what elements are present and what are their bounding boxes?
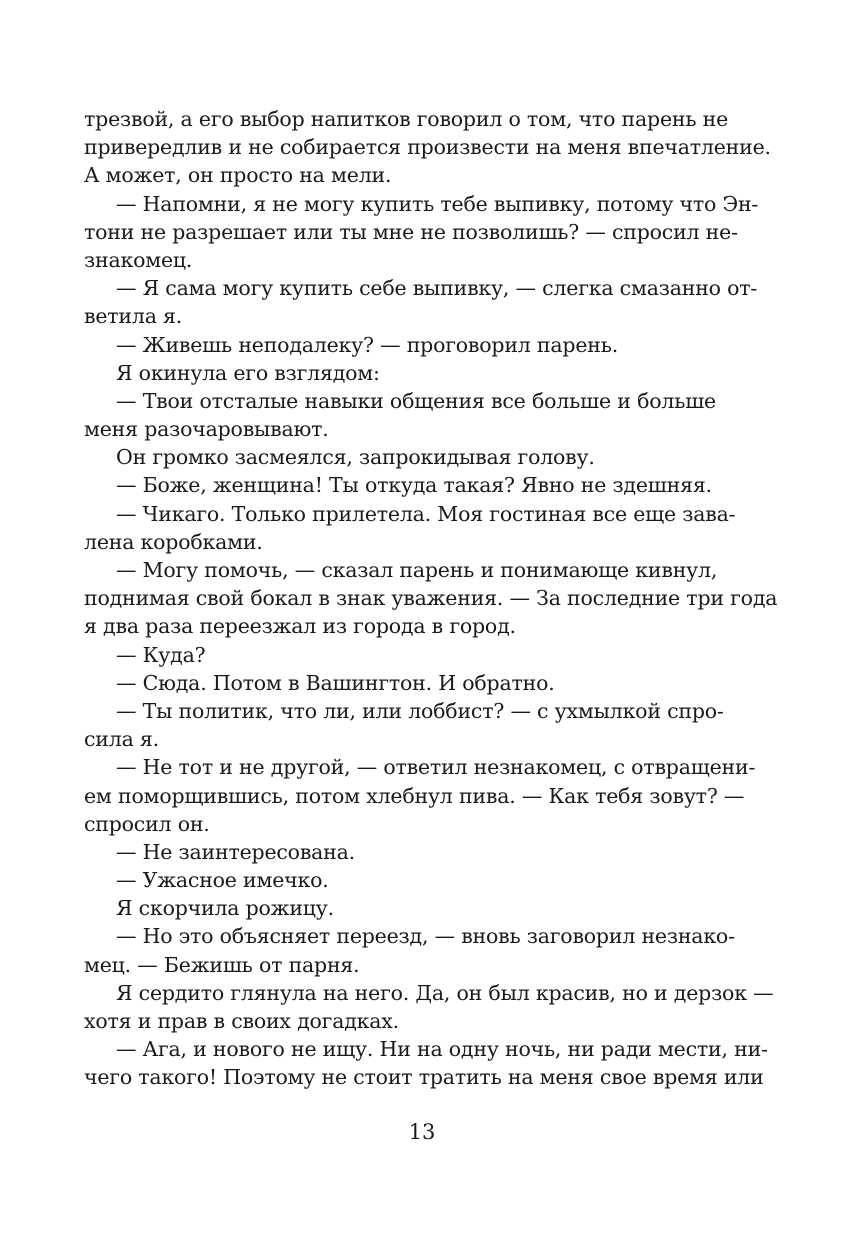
text-line: — Я сама могу купить себе выпивку, — слегка смазанно от-: [116, 276, 758, 301]
text-line: — Ужасное имечко.: [116, 868, 329, 893]
text-line: — Ты политик, что ли, или лоббист? — с ухмылкой спро-: [116, 698, 724, 723]
text-line: спросил он.: [84, 811, 210, 836]
text-line: — Не тот и не другой, — ответил незнакомец, с отвращени-: [116, 755, 756, 780]
text-line: Он громко засмеялся, запрокидывая голову.: [116, 445, 595, 470]
text-line: знакомец.: [84, 247, 193, 272]
text-line: мец. — Бежишь от парня.: [84, 952, 360, 977]
text-line: Я окинула его взглядом:: [116, 360, 380, 385]
text-line: Я сердито глянула на него. Да, он был красив, но и дерзок —: [116, 980, 774, 1005]
text-line: — Твои отсталые навыки общения все больше и больше: [116, 388, 716, 413]
text-line: чего такого! Поэтому не стоит тратить на меня свое время или: [84, 1065, 764, 1090]
text-line: — Напомни, я не могу купить тебе выпивку, потому что Эн-: [116, 191, 759, 216]
text-line: — Куда?: [116, 642, 206, 667]
text-line: — Чикаго. Только прилетела. Моя гостиная все еще зава-: [116, 501, 736, 526]
text-line: меня разочаровывают.: [84, 417, 329, 442]
text-line: хотя и прав в своих догадках.: [84, 1009, 399, 1033]
text-line: — Не заинтересована.: [116, 839, 355, 864]
text-line: лена коробками.: [84, 529, 263, 554]
text-line: привередлив и не собирается произвести на меня впечатление.: [84, 135, 771, 160]
page-body: [84, 105, 778, 1092]
text-line: поднимая свой бокал в знак уважения. — За последние три года: [84, 586, 778, 611]
text-line: тони не разрешает или ты мне не позволишь? — спросил не-: [84, 219, 738, 244]
text-line: ем поморщившись, потом хлебнул пива. — Как тебя зовут? —: [84, 783, 745, 808]
text-line: я два раза переезжал из города в город.: [84, 614, 516, 639]
text-line: трезвой, а его выбор напитков говорил о том, что парень не: [84, 107, 729, 131]
text-line: — Сюда. Потом в Вашингтон. И обратно.: [116, 670, 555, 695]
text-line: — Ага, и нового не ищу. Ни на одну ночь, ни ради мести, ни-: [116, 1037, 768, 1062]
text-line: Я скорчила рожицу.: [116, 896, 334, 921]
text-line: А может, он просто на мели.: [84, 163, 392, 188]
text-line: — Боже, женщина! Ты откуда такая? Явно не здешняя.: [116, 473, 712, 498]
text-line: — Живешь неподалеку? — проговорил парень.: [116, 332, 619, 357]
page-number: 13: [408, 1120, 436, 1144]
text-line: сила я.: [84, 727, 159, 752]
text-line: ветила я.: [84, 304, 183, 329]
text-line: — Могу помочь, — сказал парень и понимающе кивнул,: [116, 558, 718, 582]
text-line: — Но это объясняет переезд, — вновь заговорил незнако-: [116, 924, 735, 949]
